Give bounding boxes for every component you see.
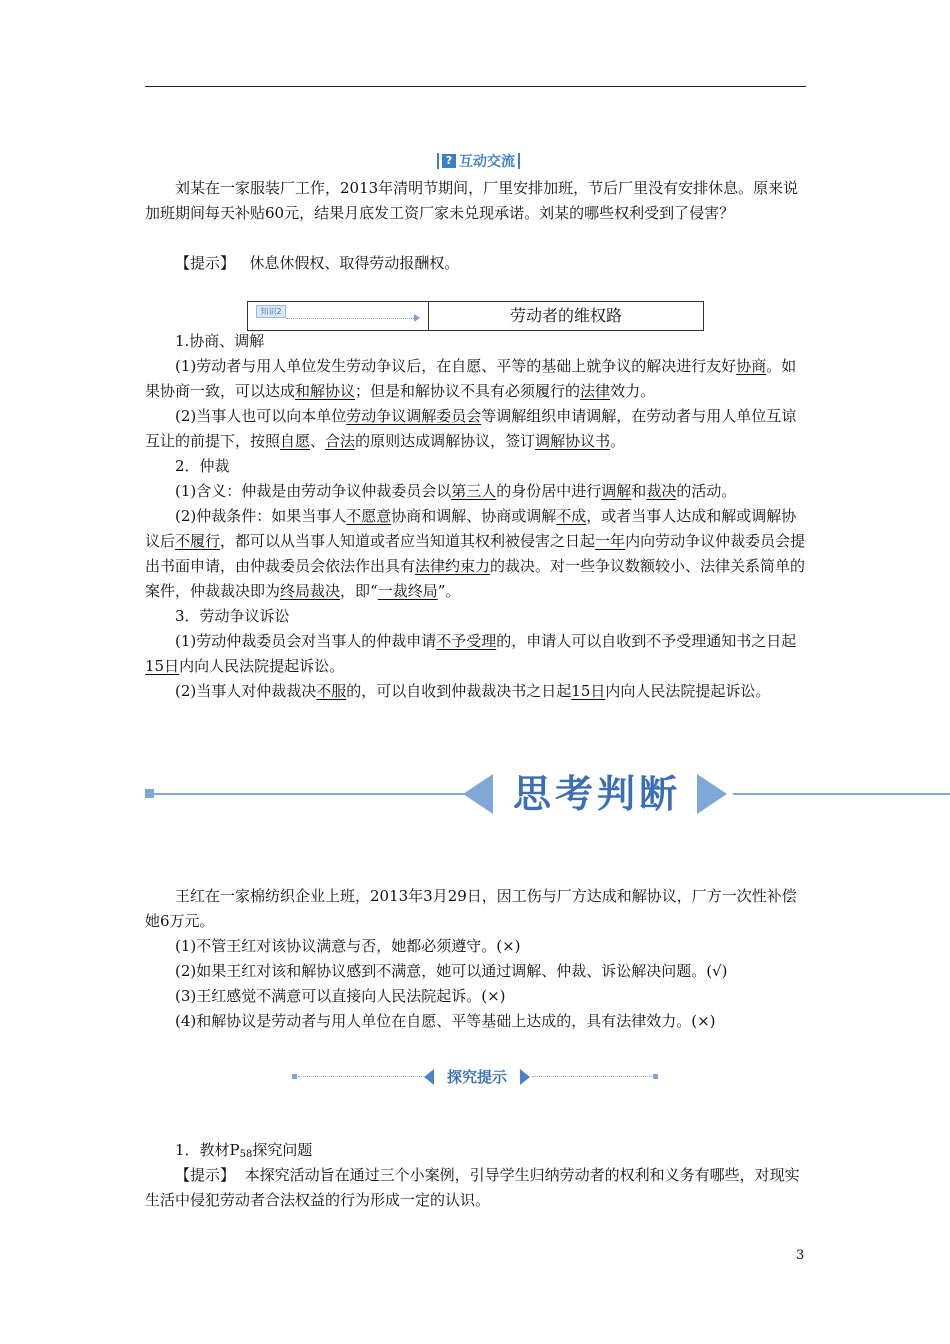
hint-label: 【提示】 (175, 254, 236, 272)
s3-p2: (2)当事人对仲裁裁决不服的，可以自收到仲裁裁决书之日起15日内向人民法院提起诉讼。 (175, 682, 771, 700)
square-icon (292, 1074, 297, 1079)
hint-text: 本探究活动旨在通过三个小案例，引导学生归纳劳动者的权利和义务有哪些，对现实生活中侵犯劳动者合法权益的行为形成一定的认识。 (145, 1166, 800, 1209)
arrow-icon (414, 314, 420, 322)
triangle-left-icon (424, 1069, 434, 1085)
case2-item-1: (1)不管王红对该协议满意与否，她都必须遵守。(×) (175, 937, 521, 955)
case2-item-4: (4)和解协议是劳动者与用人单位在自愿、平等基础上达成的，具有法律效力。(×) (175, 1012, 716, 1030)
question-icon: ? (442, 154, 456, 168)
banner-line-left (153, 793, 471, 795)
bar-icon (437, 153, 439, 169)
bar-icon (518, 153, 520, 169)
square-icon (653, 1074, 658, 1079)
hudong-title: 互动交流 (459, 154, 515, 170)
triangle-right-icon (697, 774, 727, 814)
tanjiu-item-head: 1．教材$P_{58}$探究问题 (175, 1141, 313, 1160)
s1-head: 1.协商、调解 (175, 332, 265, 350)
sikao-banner (145, 766, 950, 822)
s3-head: 3．劳动争议诉讼 (175, 607, 290, 625)
tanjiu-title: 探究提示 (446, 1068, 507, 1086)
knowledge-tag-cell (248, 302, 429, 330)
hint-text: 休息休假权、取得劳动报酬权。 (249, 254, 460, 272)
hint-label: 【提示】 (175, 1166, 236, 1184)
s2-p1: (1)含义：仲裁是由劳动争议仲裁委员会以第三人的身份居中进行调解和裁决的活动。 (175, 482, 737, 500)
s1-p2: (2)当事人也可以向本单位劳动争议调解委员会等调解组织申请调解，在劳动者与用人单位互谅互让的前提下，按照自愿、合法的原则达成调解协议，签订调解协议书。 (145, 407, 797, 450)
knowledge-tag: 知识2 (256, 305, 286, 318)
knowledge-title: 劳动者的维权路 (509, 306, 622, 325)
s2-head: 2．仲裁 (175, 457, 230, 475)
top-rule (145, 86, 806, 87)
page-number: 3 (796, 1248, 805, 1263)
case2-item-3: (3)王红感觉不满意可以直接向人民法院起诉。(×) (175, 987, 506, 1005)
banner-line-right (733, 793, 950, 795)
case1-hint (145, 251, 806, 276)
triangle-right-icon (520, 1069, 530, 1085)
hudong-banner (437, 150, 520, 172)
banner-line-left (298, 1076, 422, 1078)
s2-p2: (2)仲裁条件：如果当事人不愿意协商和调解、协商或调解不成，或者当事人达成和解或调解协议后不履行，都可以从当事人知道或者应当知道其权利被侵害之日起一年内向劳动争议仲裁委员会提出书面申请，由仲裁委员会依法作出具有法律约束力的裁决。对一些争议数额较小、法律关系简单的案件，仲裁裁决即为终局裁决，即“一裁终局”。 (145, 507, 806, 600)
dotted-line (286, 318, 418, 319)
knowledge-box (247, 301, 704, 331)
tanjiu-hint (145, 1163, 806, 1213)
s1-p1: (1)劳动者与用人单位发生劳动争议后，在自愿、平等的基础上就争议的解决进行友好协商。如果协商一致，可以达成和解协议；但是和解协议不具有必须履行的法律效力。 (145, 357, 797, 400)
case2-item-2: (2)如果王红对该和解协议感到不满意，她可以通过调解、仲裁、诉讼解决问题。(√) (175, 962, 728, 980)
tanjiu-banner (292, 1066, 658, 1088)
case1-text: 刘某在一家服装厂工作，2013年清明节期间，厂里安排加班，节后厂里没有安排休息。原来说加班期间每天补贴60元，结果月底发工资厂家未兑现承诺。刘某的哪些权利受到了侵害？ (145, 179, 799, 222)
case2-text: 王红在一家棉纺织企业上班，2013年3月29日，因工伤与厂方达成和解协议，厂方一次性补偿她6万元。 (145, 887, 797, 930)
banner-line-right (532, 1076, 652, 1078)
s3-p1: (1)劳动仲裁委员会对当事人的仲裁申请不予受理的，申请人可以自收到不予受理通知书之日起15日内向人民法院提起诉讼。 (145, 632, 797, 675)
sikao-title: 思考判断 (512, 772, 681, 816)
triangle-left-icon (463, 774, 493, 814)
